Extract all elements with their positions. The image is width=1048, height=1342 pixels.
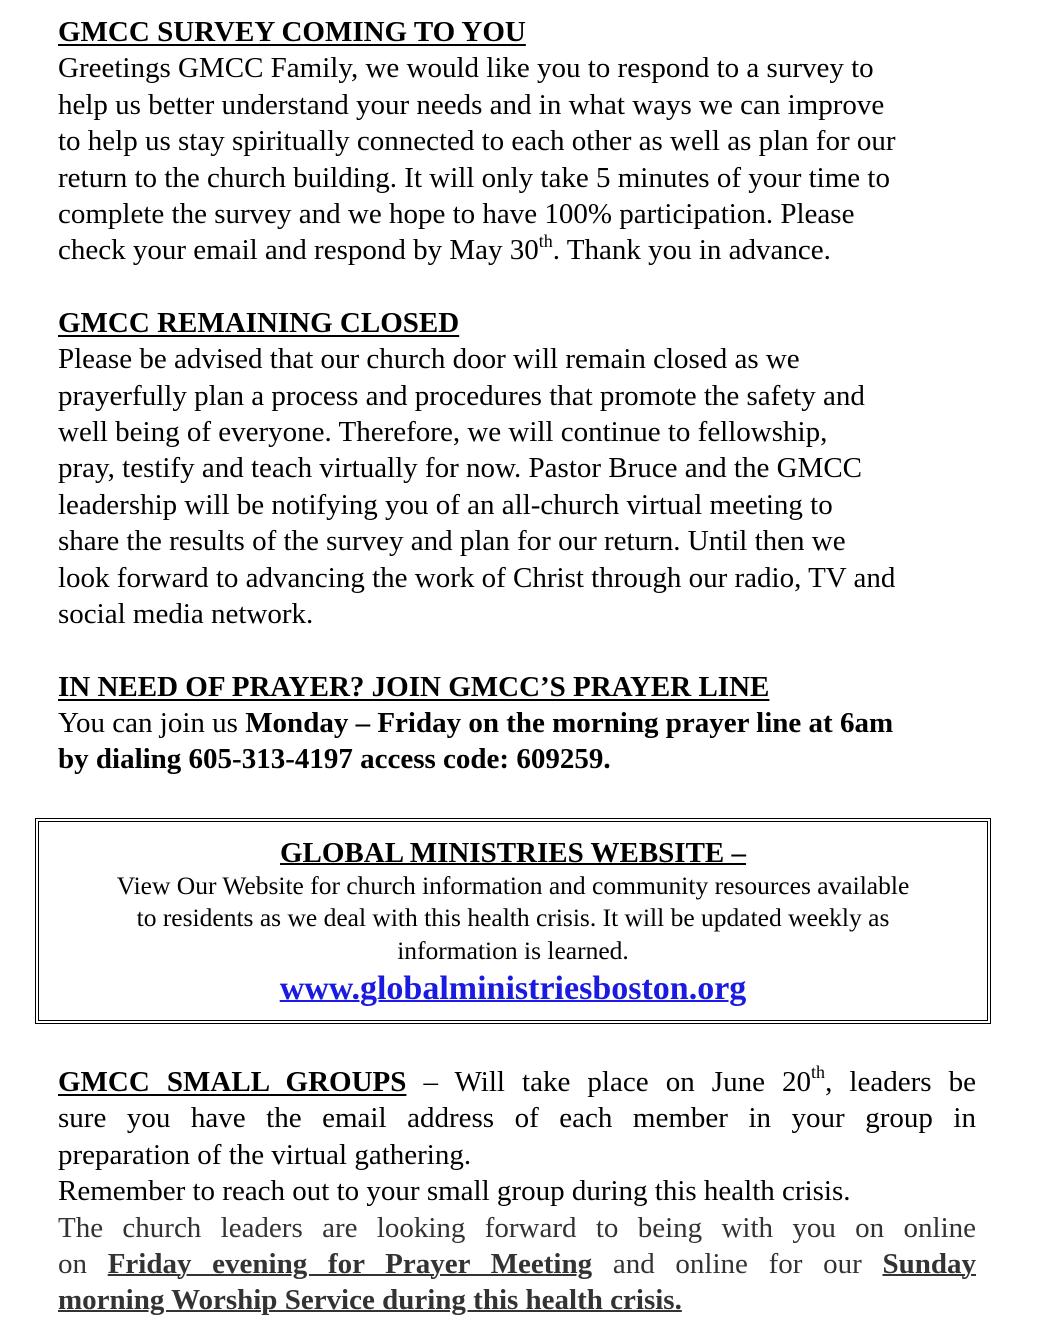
- website-heading: GLOBAL MINISTRIES WEBSITE –: [279, 837, 747, 869]
- small-groups-line-4: Remember to reach out to your small group during this health crisis.: [58, 1175, 851, 1208]
- worship-service-link[interactable]: morning Worship Service during this health crisis.: [58, 1284, 682, 1317]
- survey-line-6: [58, 232, 976, 268]
- newsletter-page: [58, 14, 976, 778]
- survey-deadline-suffix: th: [538, 230, 553, 251]
- survey-deadline-text: check your email and respond by May 30: [58, 234, 539, 267]
- closed-line-2: prayerfully plan a process and procedures that promote the safety and: [58, 379, 865, 412]
- prayer-dial-info: by dialing 605-313-4197 access code: 609259.: [58, 743, 611, 776]
- small-groups-heading: GMCC SMALL GROUPS: [58, 1066, 407, 1098]
- small-groups-line-1: [58, 1064, 976, 1100]
- small-groups-line-2: sure you have the email address of each member in your group in: [58, 1102, 976, 1135]
- website-line-1: View Our Website for church information and community resources available: [116, 871, 910, 900]
- survey-thanks-text: . Thank you in advance.: [552, 234, 831, 267]
- closed-heading: GMCC REMAINING CLOSED: [58, 306, 460, 339]
- survey-line-3: to help us stay spiritually connected to each other as well as plan for our: [58, 125, 896, 158]
- closed-line-1: Please be advised that our church door will remain closed as we: [58, 343, 800, 376]
- small-groups-online-text: and online for our: [592, 1248, 883, 1281]
- closed-section: [58, 305, 976, 633]
- survey-line-2: help us better understand your needs and in what ways we can improve: [58, 88, 885, 121]
- survey-line-4: return to the church building. It will only take 5 minutes of your time to: [58, 161, 890, 194]
- website-line-3: information is learned.: [397, 935, 629, 965]
- closed-line-7: look forward to advancing the work of Christ through our radio, TV and: [58, 561, 896, 594]
- small-groups-date-text: – Will take place on June 20: [406, 1066, 812, 1098]
- small-groups-section: [58, 1064, 976, 1319]
- small-groups-on-text: on: [58, 1248, 108, 1281]
- small-groups-date-suffix: th: [811, 1062, 826, 1083]
- closed-line-4: pray, testify and teach virtually for now. Pastor Bruce and the GMCC: [58, 452, 863, 485]
- small-groups-line-5: The church leaders are looking forward to being with you on online: [58, 1211, 976, 1244]
- survey-line-1: Greetings GMCC Family, we would like you to respond to a survey to: [58, 52, 874, 85]
- prayer-meeting-link[interactable]: Friday evening for Prayer Meeting: [107, 1248, 593, 1281]
- prayer-heading: IN NEED OF PRAYER? JOIN GMCC’S PRAYER LINE: [58, 670, 770, 703]
- website-box: [35, 818, 991, 1024]
- sunday-link[interactable]: Sunday: [882, 1248, 976, 1281]
- prayer-section: [58, 669, 976, 778]
- prayer-line-1: [58, 705, 976, 741]
- prayer-intro: You can join us: [58, 706, 246, 739]
- prayer-schedule: Monday – Friday on the morning prayer line at 6am: [245, 706, 894, 739]
- survey-line-5: complete the survey and we hope to have 100% participation. Please: [58, 198, 855, 231]
- survey-section: [58, 14, 976, 269]
- small-groups-line-3: preparation of the virtual gathering.: [58, 1138, 472, 1171]
- closed-line-3: well being of everyone. Therefore, we will continue to fellowship,: [58, 416, 828, 449]
- website-link[interactable]: www.globalministriesboston.org: [279, 970, 747, 1008]
- closed-line-5: leadership will be notifying you of an all-church virtual meeting to: [58, 488, 833, 521]
- website-line-2: to residents as we deal with this health crisis. It will be updated weekly as: [136, 903, 890, 933]
- small-groups-leaders-text: , leaders be: [825, 1066, 976, 1098]
- survey-heading: GMCC SURVEY COMING TO YOU: [58, 16, 526, 48]
- small-groups-line-6: [58, 1246, 976, 1282]
- closed-line-6: share the results of the survey and plan for our return. Until then we: [58, 525, 846, 558]
- closed-line-8: social media network.: [58, 598, 314, 631]
